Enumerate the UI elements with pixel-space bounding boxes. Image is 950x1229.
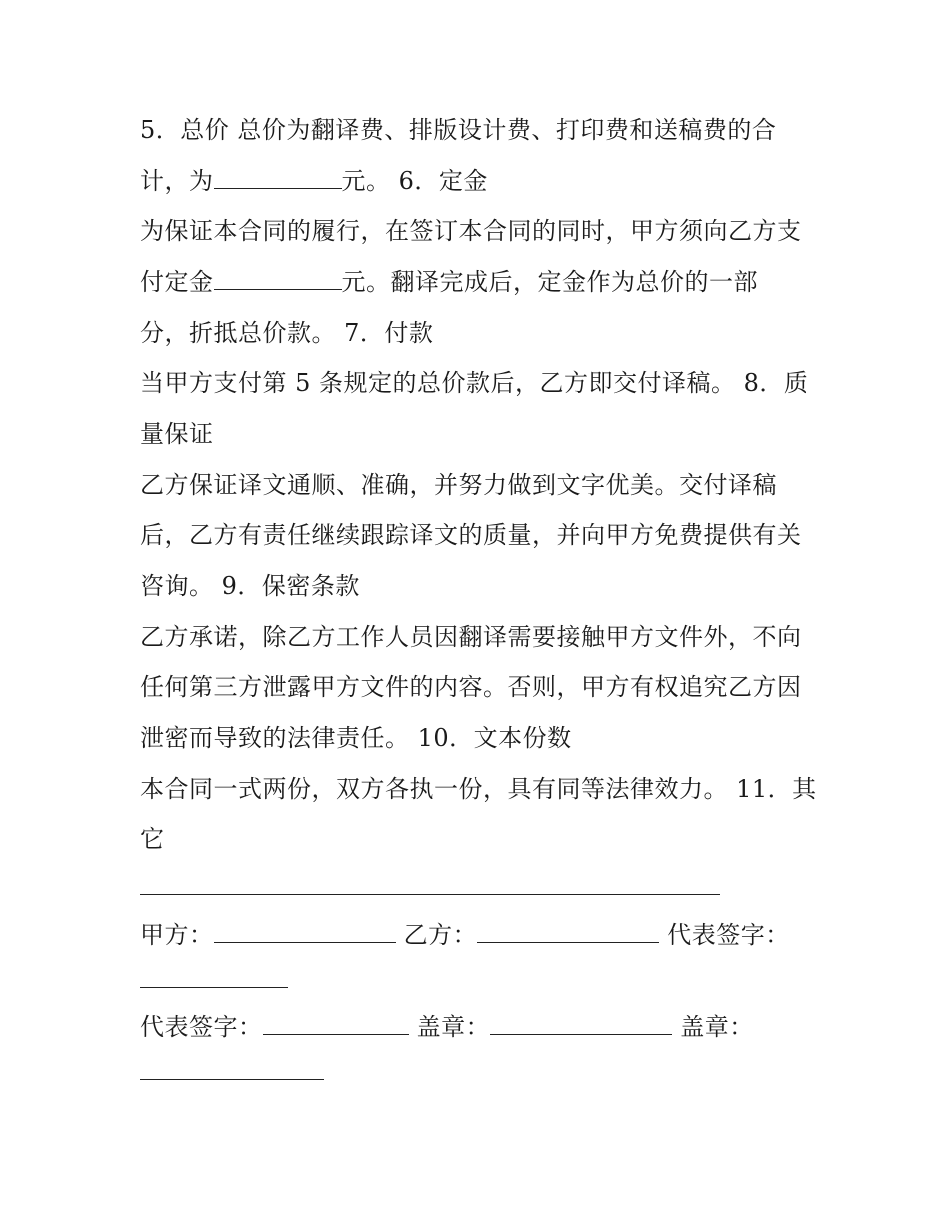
text-line-deposit-3: 分，折抵总价款。 7．付款 bbox=[140, 319, 434, 347]
text-line-confidentiality-heading: 咨询。 9．保密条款 bbox=[140, 572, 360, 600]
seal-label: 盖章： bbox=[416, 1013, 491, 1041]
seal-label: 盖章： bbox=[680, 1013, 754, 1041]
text-line-confidentiality-2: 任何第三方泄露甲方文件的内容。否则，甲方有权追究乙方因 bbox=[140, 673, 802, 701]
text-line-copies-heading: 泄密而导致的法律责任。 10．文本份数 bbox=[140, 724, 572, 752]
representative-signature-blank bbox=[263, 1012, 409, 1035]
party-a-label: 甲方： bbox=[140, 921, 214, 949]
other-terms-blank-line bbox=[140, 894, 720, 895]
text-segment: 付定金 bbox=[140, 268, 214, 296]
text-line-total-amount bbox=[140, 166, 488, 196]
text-line-deposit-1: 为保证本合同的履行，在签订本合同的同时，甲方须向乙方支 bbox=[140, 217, 802, 245]
text-line-payment: 当甲方支付第 5 条规定的总价款后，乙方即交付译稿。 8．质 bbox=[140, 369, 809, 397]
signature-row-parties bbox=[140, 920, 790, 950]
text-line-quality-2: 后，乙方有责任继续跟踪译文的质量，并向甲方免费提供有关 bbox=[140, 521, 802, 549]
text-line-quality-1: 乙方保证译文通顺、准确，并努力做到文字优美。交付译稿 bbox=[140, 471, 777, 499]
text-line-quality-heading: 量保证 bbox=[140, 420, 214, 448]
deposit-blank bbox=[214, 267, 342, 290]
text-segment: 元。 6．定金 bbox=[341, 167, 488, 195]
text-line-confidentiality-1: 乙方承诺，除乙方工作人员因翻译需要接触甲方文件外，不向 bbox=[140, 623, 802, 651]
text-segment: 元。翻译完成后，定金作为总价的一部 bbox=[341, 268, 758, 296]
representative-signature-label: 代表签字： bbox=[140, 1013, 263, 1041]
party-a-blank bbox=[214, 920, 396, 943]
text-segment: 计，为 bbox=[140, 167, 214, 195]
text-line-deposit-2 bbox=[140, 267, 758, 297]
text-line-total-price: 5．总价 总价为翻译费、排版设计费、打印费和送稿费的合 bbox=[140, 116, 777, 144]
representative-signature-blank bbox=[140, 987, 288, 988]
representative-signature-label: 代表签字： bbox=[667, 921, 790, 949]
party-b-label: 乙方： bbox=[403, 921, 478, 949]
amount-blank bbox=[214, 166, 342, 189]
seal-blank bbox=[490, 1012, 672, 1035]
party-b-blank bbox=[477, 920, 659, 943]
text-line-other-heading: 它 bbox=[140, 825, 165, 853]
signature-row-seals bbox=[140, 1012, 754, 1042]
text-line-copies: 本合同一式两份，双方各执一份，具有同等法律效力。 11．其 bbox=[140, 775, 817, 803]
seal-blank bbox=[140, 1079, 324, 1080]
